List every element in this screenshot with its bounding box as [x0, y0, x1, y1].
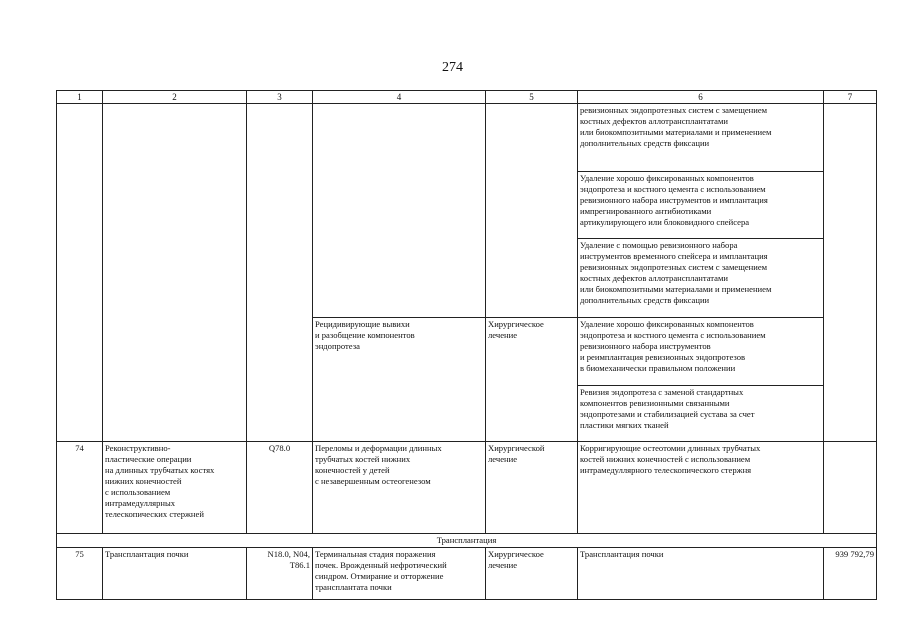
method-cell [578, 318, 824, 386]
method-cell [578, 442, 824, 534]
procedure-group-cell [103, 442, 247, 534]
text-line: интрамедуллярного телескопического стержня [580, 465, 752, 475]
text-line: костей нижних конечностей с использованием [580, 454, 751, 464]
text-line: Рецидивирующие вывихи [315, 319, 410, 329]
text-line: пластики мягких тканей [580, 420, 669, 430]
cell-empty [824, 104, 877, 442]
row-number-cell: 74 [57, 442, 103, 534]
cell-empty [57, 104, 103, 442]
text-line: с использованием [105, 487, 171, 497]
procedure-group-cell: Трансплантация почки [103, 548, 247, 600]
text-line: ревизионного набора инструментов [580, 341, 711, 351]
method-cell [578, 104, 824, 172]
table-row [57, 442, 877, 534]
text-line: дополнительных средств фиксации [580, 138, 710, 148]
text-line: Хирургическое [488, 549, 544, 559]
text-line: дополнительных средств фиксации [580, 295, 710, 305]
text-line: Переломы и деформации длинных [315, 443, 442, 453]
text-line: эндопротезами и стабилизацией сустава за счет [580, 409, 755, 419]
text-line: эндопротеза и костного цемента с использованием [580, 184, 766, 194]
method-cell [578, 386, 824, 442]
text-line: и реимплантация ревизионных эндопротезов [580, 352, 746, 362]
method-cell [578, 239, 824, 318]
text-line: телескопических стержней [105, 509, 204, 519]
text-line: пластические операции [105, 454, 192, 464]
diagnosis-cell [313, 318, 486, 442]
text-line: Корригирующие остеотомии длинных трубчатых [580, 443, 761, 453]
table-row [57, 104, 877, 172]
text-line: Терминальная стадия поражения [315, 549, 436, 559]
text-line: или биокомпозитными материалами и применением [580, 127, 772, 137]
method-cell [578, 172, 824, 239]
text-line: конечностей у детей [315, 465, 390, 475]
diagnosis-cell [313, 548, 486, 600]
text-line: эндопротеза [315, 341, 360, 351]
col-number-6: 6 [578, 91, 824, 104]
col-number-5: 5 [486, 91, 578, 104]
page-number: 274 [442, 60, 463, 75]
text-line: артикулирующего или блоковидного спейсера [580, 217, 750, 227]
text-line: костных дефектов аллотрансплантатами [580, 273, 729, 283]
text-line: Реконструктивно- [105, 443, 171, 453]
method-cell: Трансплантация почки [578, 548, 824, 600]
text-line: ревизионных эндопротезных систем с замещением [580, 262, 768, 272]
text-line: нижних конечностей [105, 476, 182, 486]
icd-code-cell [247, 548, 313, 600]
text-line: эндопротеза и костного цемента с использованием [580, 330, 766, 340]
text-line: ревизионных эндопротезных систем с замещением [580, 105, 768, 115]
cell-empty [486, 104, 578, 318]
text-line: T86.1 [289, 560, 310, 570]
section-title: Трансплантация [57, 534, 877, 548]
text-line: в биомеханически правильном положении [580, 363, 736, 373]
col-number-2: 2 [103, 91, 247, 104]
cost-cell: 939 792,79 [824, 548, 877, 600]
text-line: интрамедуллярных [105, 498, 176, 508]
text-line: инструментов временного спейсера и имплантация [580, 251, 768, 261]
text-line: или биокомпозитными материалами и применением [580, 284, 772, 294]
column-number-row [57, 91, 877, 104]
cell-empty [824, 442, 877, 534]
cell-empty [247, 104, 313, 442]
text-line: на длинных трубчатых костях [105, 465, 215, 475]
text-line: костных дефектов аллотрансплантатами [580, 116, 729, 126]
text-line: синдром. Отмирание и отторжение [315, 571, 444, 581]
diagnosis-cell [313, 442, 486, 534]
text-line: Удаление хорошо фиксированных компонентов [580, 319, 754, 329]
row-number-cell: 75 [57, 548, 103, 600]
table-row [57, 548, 877, 600]
text-line: лечение [488, 330, 518, 340]
section-row [57, 534, 877, 548]
medical-care-table [56, 90, 877, 600]
text-line: трубчатых костей нижних [315, 454, 411, 464]
text-line: Хирургической [488, 443, 545, 453]
text-line: импрегнированного антибиотиками [580, 206, 712, 216]
col-number-4: 4 [313, 91, 486, 104]
treatment-type-cell [486, 318, 578, 442]
text-line: ревизионного набора инструментов и имплантация [580, 195, 768, 205]
col-number-7: 7 [824, 91, 877, 104]
treatment-type-cell [486, 442, 578, 534]
text-line: Удаление с помощью ревизионного набора [580, 240, 738, 250]
text-line: компонентов ревизионными связанными [580, 398, 730, 408]
cell-empty [313, 104, 486, 318]
col-number-1: 1 [57, 91, 103, 104]
text-line: N18.0, N04, [267, 549, 310, 559]
text-line: Хирургическое [488, 319, 544, 329]
text-line: лечение [488, 454, 518, 464]
text-line: Ревизия эндопротеза с заменой стандартных [580, 387, 744, 397]
text-line: Удаление хорошо фиксированных компонентов [580, 173, 754, 183]
text-line: и разобщение компонентов [315, 330, 415, 340]
text-line: лечение [488, 560, 518, 570]
text-line: с незавершенным остеогенезом [315, 476, 431, 486]
text-line: почек. Врожденный нефротический [315, 560, 447, 570]
cell-empty [103, 104, 247, 442]
treatment-type-cell [486, 548, 578, 600]
col-number-3: 3 [247, 91, 313, 104]
text-line: трансплантата почки [315, 582, 392, 592]
icd-code-cell: Q78.0 [247, 442, 313, 534]
